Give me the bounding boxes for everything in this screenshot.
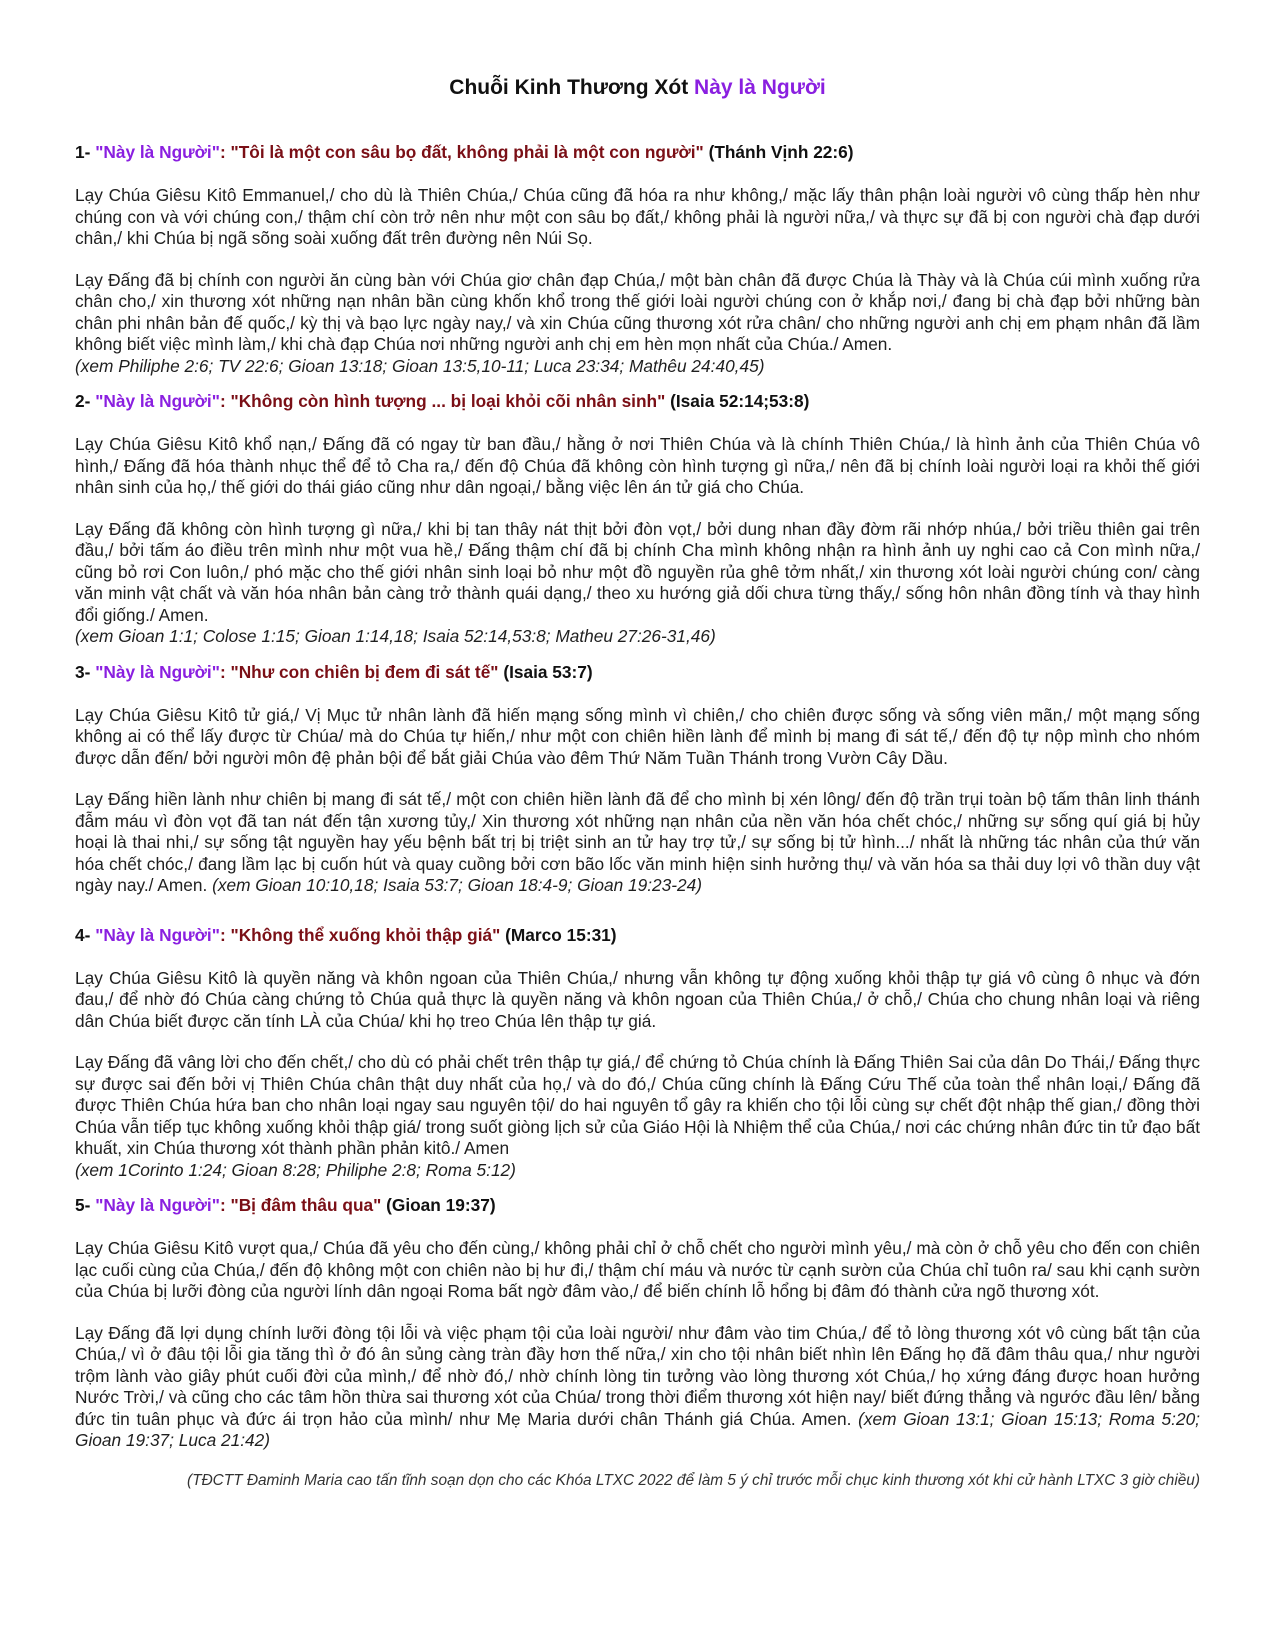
section-5 (75, 1195, 1200, 1452)
section-number: 4- (75, 924, 91, 945)
prayer-paragraph-1: Lạy Chúa Giêsu Kitô khổ nạn,/ Đấng đã có ngay từ ban đầu,/ hằng ở nơi Thiên Chúa và là chính Thiên Chúa,/ là hình ảnh của Thiên Chúa vô hình,/ Đấng đã hóa thành nhục thể để tỏ Cha ra,/ đến độ Chúa đã không còn hình tượng gì nữa,/ nên đã bị chính loài người loại ra khỏi thế giới nhân sinh của họ,/ thế giới do thái giáo cũng như dân ngoại,/ bằng việc lên án tử giá cho Chúa. (75, 434, 1200, 497)
section-quote: "Không thể xuống khỏi thập giá" (230, 924, 501, 945)
section-number: 5- (75, 1195, 91, 1215)
section-heading (75, 925, 1200, 946)
section-colon: : (219, 924, 231, 945)
prayer-paragraph-2: Lạy Đấng đã bị chính con người ăn cùng bàn với Chúa giơ chân đạp Chúa,/ một bàn chân đã được Chúa là Thày và là Chúa cúi mình xuống rửa chân cho,/ xin thương xót những nạn nhân bần cùng khốn khổ trong thế giới loài người chúng con ở khắp nơi,/ đang bị chà đạp bởi những bàn chân phi nhân bản đế quốc,/ kỳ thị và bạo lực ngày nay,/ và xin Chúa cũng thương xót rửa chân/ cho những người anh chị em phạm nhân đã lầm không biết việc mình làm,/ khi chà đạp Chúa nơi những người anh chị em hèn mọn nhất của Chúa./ Amen. (75, 269, 1200, 354)
document-title (75, 76, 1200, 100)
section-2 (75, 391, 1200, 648)
prayer-paragraph-1: Lạy Chúa Giêsu Kitô Emmanuel,/ cho dù là Thiên Chúa,/ Chúa cũng đã hóa ra như không,/ mặc lấy thân phận loài người vô cùng thấp hèn như chúng con và với chúng con,/ thậm chí còn trở nên như một con sâu bọ đất,/ không phải là người nữa,/ và thực sự đã bị con người chà đạp dưới chân,/ khi Chúa bị ngã sõng soài xuống đất trên đường nên Núi Sọ. (75, 185, 1200, 248)
prayer-paragraph-1: Lạy Chúa Giêsu Kitô tử giá,/ Vị Mục tử nhân lành đã hiến mạng sống mình vì chiên,/ cho chiên được sống và sống viên mãn,/ một mạng sống không ai có thể lấy được từ Chúa/ mà do Chúa tự hiến,/ như một con chiên hiền lành để mình bị mang đi sát tế,/ đến độ tự nộp mình cho nhóm được dẫn đến/ bởi người môn đệ phản bội để bắt giải Chúa vào đêm Thứ Năm Tuần Thánh trong Vườn Cây Dầu. (75, 704, 1200, 768)
section-colon: : (219, 391, 231, 411)
section-number: 1- (75, 142, 91, 162)
scripture-references: (xem Gioan 13:1; Gioan 15:13; Roma 5:20; Gioan 19:37; Luca 21:42) (75, 1408, 1200, 1450)
section-heading (75, 142, 1200, 163)
section-citation: (Isaia 52:14;53:8) (670, 391, 810, 411)
prayer-paragraph-2: Lạy Đấng đã vâng lời cho đến chết,/ cho dù có phải chết trên thập tự giá,/ để chứng tỏ Chúa chính là Đấng Thiên Sai của dân Do Thái,/ Đấng thực sự được sai đến bởi vị Thiên Chúa chân thật duy nhất của họ,/ và do đó,/ Chúa cũng chính là Đấng Cứu Thế của toàn thể nhân loại,/ Đấng đã được Thiên Chúa hứa ban cho nhân loại ngay sau nguyên tội/ do hai nguyên tổ gây ra khiến cho tội lỗi cùng sự chết đột nhập thế gian,/ đồng thời Chúa vẫn tiếp tục không xuống khỏi thập giá/ trong suốt giòng lịch sử của Giáo Hội là Nhiệm thể của Chúa,/ nơi các chứng nhân đức tin tử đạo bất khuất, xin Chúa thương xót thành phần phản kitô./ Amen (75, 1052, 1200, 1158)
section-3 (75, 662, 1200, 911)
section-heading (75, 662, 1200, 683)
section-citation: (Gioan 19:37) (386, 1195, 496, 1215)
scripture-references: (xem 1Corinto 1:24; Gioan 8:28; Philiphe 2:8; Roma 5:12) (75, 1159, 516, 1180)
prayer-paragraph-1: Lạy Chúa Giêsu Kitô vượt qua,/ Chúa đã yêu cho đến cùng,/ không phải chỉ ở chỗ chết cho người mình yêu,/ mà còn ở chỗ yêu cho đến con chiên lạc cuối cùng của Chúa,/ đến độ không một con chiên nào bị hư đi,/ thậm chí máu và nước từ cạnh sườn của Chúa chỉ tuôn ra/ sau khi cạnh sườn của Chúa bị lưỡi đòng của người lính dân ngoại Roma bất ngờ đâm vào,/ để biến chính lỗ hổng bị đâm đó thành cửa ngõ thương xót. (75, 1238, 1200, 1301)
scripture-references: (xem Gioan 10:10,18; Isaia 53:7; Gioan 18:4-9; Gioan 19:23-24) (212, 875, 703, 895)
section-number: 2- (75, 391, 91, 411)
section-quote: "Không còn hình tượng ... bị loại khỏi cõi nhân sinh" (230, 391, 666, 411)
section-heading (75, 391, 1200, 412)
prayer-text: Lạy Đấng hiền lành như chiên bị mang đi sát tế,/ một con chiên hiền lành đã để cho mình bị xén lông/ đến độ trần trụi toàn bộ tấm thân linh thánh đẫm máu vì đòn vọt đã tan nát đến tận xương tủy,/ Xin thương xót những nạn nhân của nền văn hóa chết chóc,/ những sự sống quí giá bị hủy hoại là thai nhi,/ sự sống tật nguyền hay yếu bệnh bất trị bị triệt sinh an tử hay trợ tử,/ sự sống bị tử hình.../ nhất là những tác nhân của thứ văn hóa chết chóc,/ đang lầm lạc bị cuốn hút và quay cuồng bởi cơn bão lốc văn minh hiện sinh hưởng thụ/ và văn hóa sa thải duy lợi vô thần duy vật ngày nay./ Amen. (75, 789, 1200, 895)
section-citation: (Thánh Vịnh 22:6) (708, 142, 854, 162)
prayer-text: Lạy Đấng đã lợi dụng chính lưỡi đòng tội lỗi và việc phạm tội của loài người/ như đâm vào tim Chúa,/ để tỏ lòng thương xót vô cùng bất tận của Chúa,/ vì ở đâu tội lỗi gia tăng thì ở đó ân sủng càng tràn đầy hơn thế nữa,/ xin cho tội nhân biết nhìn lên Đấng họ đã đâm thâu qua,/ như người trộm lành vào giây phút cuối đời của mình,/ để nhờ đó,/ nhờ chính lòng tin tưởng vào lòng thương xót Chúa,/ họ xứng đáng được hoan hưởng Nước Trời,/ và cũng cho các tâm hồn thừa sai thương xót của Chúa/ trong thời điểm thương xót hiện nay/ biết đứng thẳng và ngước đầu lên/ bằng đức tin tuân phục và đức ái trọn hảo của mình/ như Mẹ Maria dưới chân Thánh giá Chúa. Amen. (75, 1322, 1200, 1429)
section-who: "Này là Người" (95, 661, 220, 682)
scripture-references: (xem Philiphe 2:6; TV 22:6; Gioan 13:18; Gioan 13:5,10-11; Luca 23:34; Mathêu 24:40,45) (75, 355, 765, 376)
section-who: "Này là Người" (95, 1195, 220, 1215)
section-colon: : (219, 1195, 231, 1215)
document-footer-note: (TĐCTT Đaminh Maria cao tấn tĩnh soạn dọn cho các Khóa LTXC 2022 để làm 5 ý chỉ trước mỗi chục kinh thương xót khi cử hành LTXC 3 giờ chiều) (187, 1471, 1200, 1489)
section-colon: : (219, 661, 231, 682)
prayer-paragraph-2: Lạy Đấng đã không còn hình tượng gì nữa,/ khi bị tan thây nát thịt bởi đòn vọt,/ bởi dung nhan đầy đờm rãi nhớp nhúa,/ bởi triều thiên gai trên đầu,/ bởi tấm áo điều trên mình như một vua hề,/ Đấng thậm chí đã bị chính Cha mình không nhận ra hình ảnh uy nghi cao cả Con mình nữa,/ cũng bỏ rơi Con luôn,/ phó mặc cho thế giới nhân sinh loại bỏ như một đồ nguyền rủa ghê tởm nhất,/ xin thương xót loài người chúng con/ càng văn minh vật chất và văn hóa nhân bản càng trở thành quái dạng,/ theo xu hướng giả dối chưa từng thấy,/ sống hôn nhân đồng tính và thay hình đổi giống./ Amen. (75, 518, 1200, 625)
section-number: 3- (75, 661, 91, 682)
section-quote: "Như con chiên bị đem đi sát tế" (230, 661, 499, 682)
section-quote: "Tôi là một con sâu bọ đất, không phải là một con người" (230, 142, 704, 162)
section-who: "Này là Người" (95, 924, 220, 945)
scripture-references: (xem Gioan 1:1; Colose 1:15; Gioan 1:14,18; Isaia 52:14,53:8; Matheu 27:26-31,46) (75, 626, 716, 646)
prayer-paragraph-2 (75, 789, 1200, 897)
section-quote: "Bị đâm thâu qua" (230, 1195, 382, 1215)
section-citation: (Isaia 53:7) (503, 661, 593, 682)
title-main: Chuỗi Kinh Thương Xót (449, 76, 689, 99)
section-who: "Này là Người" (95, 142, 220, 162)
section-citation: (Marco 15:31) (505, 924, 617, 945)
document-page (75, 68, 1200, 1490)
section-heading (75, 1195, 1200, 1216)
prayer-paragraph-1: Lạy Chúa Giêsu Kitô là quyền năng và khôn ngoan của Thiên Chúa,/ nhưng vẫn không tự động xuống khỏi thập tự giá vô cùng ô nhục và đớn đau,/ để nhờ đó Chúa càng chứng tỏ Chúa quả thực là quyền năng và khôn ngoan của Thiên Chúa,/ ở chỗ,/ Chúa cho chung nhân loại và riêng dân Chúa biết được căn tính LÀ của Chúa/ khi họ treo Chúa lên thập tự giá. (75, 967, 1200, 1031)
prayer-paragraph-2 (75, 1323, 1200, 1452)
section-who: "Này là Người" (95, 391, 220, 411)
section-colon: : (219, 142, 226, 162)
title-accent: Này là Người (694, 76, 826, 99)
section-4 (75, 925, 1200, 1182)
section-1 (75, 142, 1200, 377)
